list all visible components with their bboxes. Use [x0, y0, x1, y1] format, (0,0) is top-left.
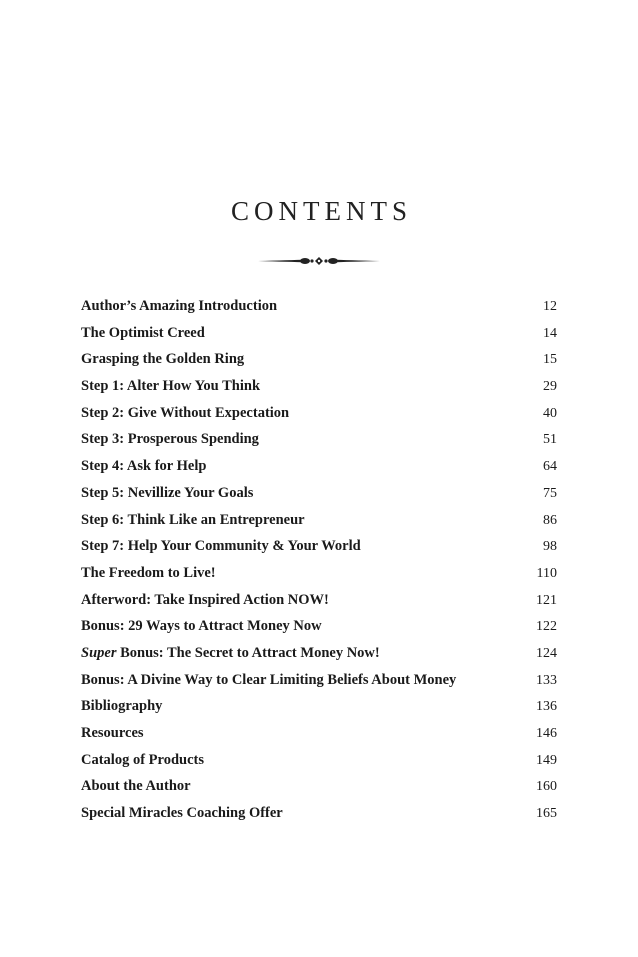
toc-entry-title — [81, 346, 244, 373]
toc-entry-title-text: Step 7: Help Your Community & Your World — [81, 538, 361, 555]
toc-entry-title-text: Special Miracles Coaching Offer — [81, 805, 283, 822]
toc-entry-page-number: 124 — [536, 645, 557, 661]
toc-entry-title-text: The Freedom to Live! — [81, 564, 216, 581]
toc-entry-title — [81, 400, 289, 427]
toc-entry — [81, 293, 557, 320]
ornament-divider-icon — [258, 254, 380, 268]
page-title: CONTENTS — [231, 196, 412, 226]
toc-entry-title — [81, 426, 259, 453]
toc-entry-title-text: Resources — [81, 725, 144, 741]
toc-entry-title-text: Step 5: Nevillize Your Goals — [81, 484, 254, 501]
toc-entry — [81, 560, 557, 587]
toc-entry-title-text: Bonus: A Divine Way to Clear Limiting Beliefs About Money — [81, 671, 457, 688]
toc-entry-page-number: 146 — [536, 726, 557, 741]
toc-entry — [81, 800, 557, 827]
toc-entry — [81, 667, 557, 694]
toc-entry — [81, 720, 557, 747]
toc-entry — [81, 320, 557, 347]
toc-entry-page-number: 149 — [536, 752, 557, 768]
toc-entry-page-number: 160 — [536, 779, 557, 795]
toc-entry-title — [81, 720, 144, 747]
toc-entry — [81, 346, 557, 373]
toc-entry — [81, 507, 557, 534]
toc-entry — [81, 480, 557, 507]
toc-entry-page-number: 29 — [543, 379, 557, 395]
toc-entry-title — [81, 453, 206, 480]
toc-entry-title — [81, 293, 277, 320]
toc-entry-page-number: 121 — [536, 592, 557, 608]
toc-entry-title — [81, 560, 216, 587]
toc-entry — [81, 773, 557, 800]
toc-entry — [81, 693, 557, 720]
toc-entry-title-text: Author’s Amazing Introduction — [81, 298, 278, 314]
toc-entry-title — [81, 667, 456, 694]
toc-entry-title-text: Step 6: Think Like an Entrepreneur — [81, 511, 305, 528]
toc-entry-title-text: Bonus: The Secret to Attract Money Now! — [116, 644, 380, 661]
toc-entry-title — [81, 587, 329, 614]
toc-entry-title — [81, 480, 253, 507]
toc-entry — [81, 613, 557, 640]
toc-entry-page-number: 98 — [543, 539, 557, 555]
toc-entry-page-number: 64 — [543, 459, 557, 475]
toc-entry-page-number: 122 — [536, 619, 557, 635]
toc-entry — [81, 533, 557, 560]
toc-entry-page-number: 133 — [536, 672, 557, 688]
toc-entry-title-text: Grasping the Golden Ring — [81, 351, 245, 368]
toc-entry-title — [81, 773, 191, 800]
toc-entry — [81, 426, 557, 453]
toc-entry — [81, 373, 557, 400]
toc-entry-title-text: Bonus: 29 Ways to Attract Money Now — [81, 618, 322, 635]
toc-entry-title — [81, 613, 322, 640]
toc-entry-title — [81, 693, 162, 720]
toc-entry-page-number: 110 — [536, 565, 557, 581]
toc-entry — [81, 640, 557, 667]
table-of-contents — [81, 293, 557, 827]
toc-entry-title-text: Step 1: Alter How You Think — [81, 378, 261, 395]
toc-entry-title — [81, 507, 305, 534]
toc-entry — [81, 400, 557, 427]
toc-entry-title — [81, 320, 205, 347]
toc-entry-page-number: 40 — [543, 405, 557, 421]
toc-entry-page-number: 75 — [543, 485, 557, 501]
toc-entry-title — [81, 533, 361, 560]
toc-entry-title-text: Step 3: Prosperous Spending — [81, 431, 259, 448]
toc-entry-title — [81, 800, 283, 827]
toc-entry-title — [81, 747, 204, 774]
toc-entry — [81, 747, 557, 774]
toc-entry-title — [81, 373, 260, 400]
toc-entry-title-emphasis: Super — [81, 644, 117, 661]
toc-entry-title-text: The Optimist Creed — [81, 324, 205, 341]
toc-entry — [81, 587, 557, 614]
toc-entry-title-text: About the Author — [81, 778, 191, 795]
toc-entry — [81, 453, 557, 480]
toc-entry-title-text: Afterword: Take Inspired Action NOW! — [81, 591, 329, 608]
toc-entry-page-number: 86 — [543, 512, 557, 528]
toc-entry-page-number: 165 — [536, 806, 557, 822]
toc-entry-page-number: 136 — [536, 699, 557, 715]
toc-entry-title-text: Catalog of Products — [81, 751, 204, 768]
toc-entry-page-number: 51 — [543, 432, 557, 448]
toc-entry-page-number: 12 — [543, 299, 557, 314]
toc-entry-title — [81, 640, 380, 667]
toc-entry-title-text: Step 4: Ask for Help — [81, 458, 207, 475]
toc-entry-page-number: 14 — [543, 325, 557, 341]
toc-entry-title-text: Bibliography — [81, 698, 163, 715]
toc-entry-title-text: Step 2: Give Without Expectation — [81, 404, 290, 421]
toc-entry-page-number: 15 — [543, 352, 557, 368]
